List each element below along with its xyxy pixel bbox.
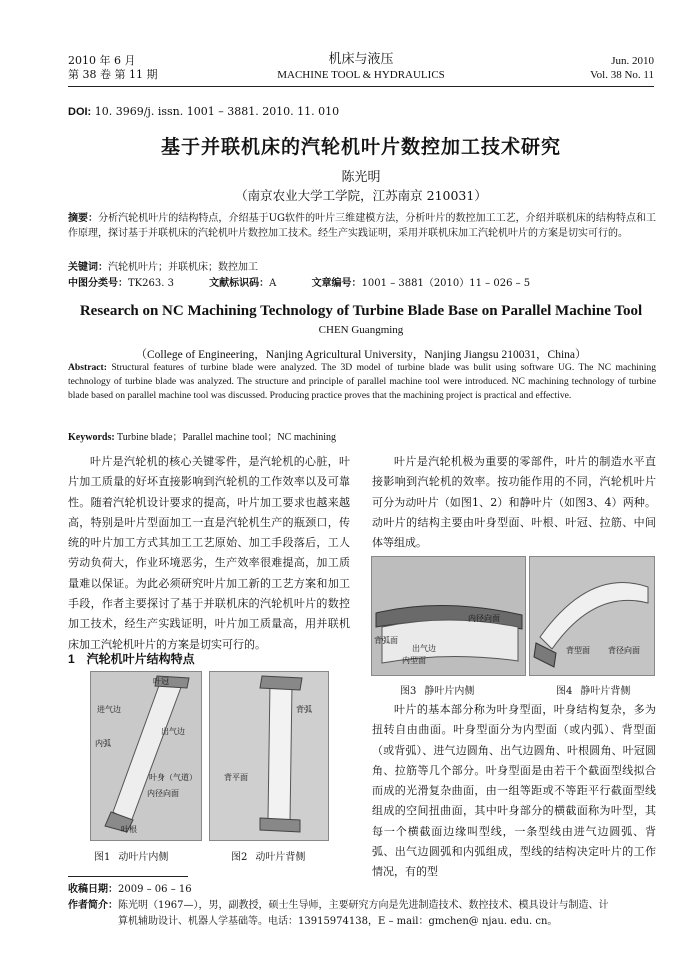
figure-1-image [90,671,202,841]
abstract-cn [68,211,656,241]
figure-3-image [371,556,526,676]
header-right [590,54,654,82]
author-bio-line1: 陈光明（1967—），男，副教授，硕士生导师，主要研究方向是先进制造技术、数控技术、模具设计与制造、计 [118,900,609,911]
header-center [240,52,482,82]
body-paragraph-intro: 叶片是汽轮机的核心关键零件，是汽轮机的心脏，叶片加工质量的好坏直接影响到汽轮机的工作效率以及可靠性。随着汽轮机设计要求的提高，叶片加工要求也越来越高，特别是叶片型面加工一直是汽轮机生产的瓶颈口，传统的叶片加工方式其加工工艺原始、加工手段落后，工人劳动负荷大，作业环境恶劣，生产效率很难提高，加工质量难以保证。为此必须研究叶片加工新的工艺方案和加工手段，作者主要探讨了基于并联机床的汽轮机叶片的数控加工技术，经生产实践证明，叶片加工质量高，用并联机床加工汽轮机叶片的方案是切实可行的。 [68,455,350,651]
body-paragraph-right-1: 叶片是汽轮机极为重要的零部件，叶片的制造水平直接影响到汽轮机的效率。按功能作用的不同，汽轮机叶片可分为动叶片（如图1、2）和静叶片（如图3、4）两种。动叶片的结构主要由叶身型面、叶根、叶冠、拉筋、中间体等组成。 [372,455,656,550]
fig1-label-airfoil: 叶身（气道） [149,773,197,782]
author-bio-label: 作者简介： [68,900,118,911]
fig1-label-inlet: 进气边 [97,705,121,714]
figure-3-svg [372,557,525,675]
author-en: CHEN Guangming [318,324,404,336]
figure-3-caption-text: 静叶片内侧 [424,686,475,697]
header-date-cn: 2010 年 6 月 [68,54,136,67]
doc-code-item [209,278,292,289]
keywords-en-label: Keywords: [68,432,115,443]
affiliation-cn: （南京农业大学工学院，江苏南京 210031） [235,188,487,203]
clc-value: TK263. 3 [128,278,174,289]
abstract-cn-text: 分析汽轮机叶片的结构特点，介绍基于UG软件的叶片三维建模方法，分析叶片的数控加工工艺，介绍并联机床的结构特点和工作原理，探讨基于并联机床的汽轮机叶片数控加工技术。经生产实践证明，采用并联机床加工汽轮机叶片的方案是切实可行的。 [68,213,657,239]
header-rule [68,86,654,87]
article-no-value: 1001 – 3881（2010）11 – 026 – 5 [361,278,531,289]
figure-3-caption [400,682,482,697]
figure-4-caption-num: 图4 [556,686,573,697]
figure-1-caption-num: 图1 [94,852,111,863]
keywords-cn-text: 汽轮机叶片；并联机床；数控加工 [108,262,258,273]
header-date-en: Jun. 2010 [611,55,654,67]
fig1-label-inner-arc: 内弧 [95,739,111,748]
fig1-label-shroud: 叶冠 [153,677,169,686]
classification-line [68,277,654,291]
fig1-label-outlet: 出气边 [161,727,185,736]
fig3-label-inner-profile: 内型面 [402,656,426,665]
fig4-label-back-profile: 背型面 [566,646,590,655]
fig2-label-back-plane: 背平面 [224,773,248,782]
footnote-received [68,882,656,897]
right-column-top [372,452,656,553]
clc-item [68,278,190,289]
footnote-rule [68,876,188,877]
journal-name-cn: 机床与液压 [328,52,394,67]
keywords-en [68,428,654,443]
article-no-item [312,278,547,289]
right-column-bottom [372,700,656,883]
header-volume-en: Vol. 38 No. 11 [590,69,654,81]
body-paragraph-right-2: 叶片的基本部分称为叶身型面，叶身结构复杂，多为扭转自由曲面。叶身型面分为内型面（或内弧）、背型面（或背弧）、进气边圆角、出气边圆角、叶根圆角、叶冠圆角、拉筋等几个部分。叶身型面是由若干个截面型线拟合而成的光滑复杂曲面，由一组等距或不等距平行截面型线组成的空间扭曲面，其中叶身部分的横截面称为叶型，其每一个横截面边缘叫型线，一条型线由进气边圆弧、背弧、出气边圆弧和内弧组成，型线的结构决定叶片的工作情况，有的型 [372,703,656,879]
figure-2-caption-text: 动叶片背侧 [255,852,306,863]
author-cn: 陈光明 [341,170,381,185]
fig3-label-back-arc: 背弧面 [374,636,398,645]
abstract-en-text: Structural features of turbine blade were analyzed. The 3D model of turbine blade was bulit using software UG. The NC machining technology of turbine blade was analyzed. The structure and principle of parallel machine tool were introduced. NC machining technology of turbine blade based on parallel machine tool was discussed. Producing practice proves that the machining project is practical and effective. [68,362,656,401]
doi-value: 10. 3969/j. issn. 1001 – 3881. 2010. 11. 010 [94,105,340,118]
footnote-author [68,898,656,913]
article-no-label: 文章编号： [311,278,362,289]
author-bio-line2: 算机辅助设计、机器人学基础等。电话：13915974138，E – mail：gmchen@ njau. edu. cn。 [118,916,558,927]
section-heading-1: 1 汽轮机叶片结构特点 [68,652,195,666]
affiliation-en: （College of Engineering，Nanjing Agricultural University，Nanjing Jiangsu 210031，China） [135,349,587,361]
figure-4-caption-text: 静叶片背侧 [580,686,631,697]
fig4-label-back-radial: 背径向面 [608,646,640,655]
keywords-cn-label: 关键词： [68,262,108,273]
left-column [68,452,350,655]
fig3-label-outlet: 出气边 [412,644,436,653]
fig2-label-back-arc: 背弧 [296,705,312,714]
doi-label: DOI: [68,106,92,118]
doc-code-label: 文献标识码： [209,278,270,289]
figure-1-caption-text: 动叶片内侧 [118,852,169,863]
figure-4-image [529,556,655,676]
received-label: 收稿日期： [68,884,118,895]
abstract-cn-label: 摘要： [68,213,99,224]
figure-2-caption [231,848,313,863]
fig1-label-inner-radial: 内径向面 [147,789,179,798]
abstract-en-label: Abstract: [68,362,107,373]
doi-line [68,105,339,118]
title-cn: 基于并联机床的汽轮机叶片数控加工技术研究 [160,136,561,158]
figure-1-svg [91,672,201,840]
figure-3-caption-num: 图3 [400,686,417,697]
doc-code-value: A [269,278,277,289]
figure-4-svg [530,557,654,675]
received-date: 2009 – 06 – 16 [118,884,192,895]
figure-2-image [209,671,329,841]
figure-1-caption [94,848,176,863]
fig1-label-root: 叶根 [121,825,137,834]
header-volume-cn: 第 38 卷 第 11 期 [68,68,158,81]
keywords-cn [68,261,654,275]
keywords-en-text: Turbine blade；Parallel machine tool；NC machining [117,432,337,443]
fig3-label-inner-radial: 内径向面 [468,614,500,623]
figure-4-caption [556,682,638,697]
clc-label: 中图分类号： [68,278,128,289]
footnote-author-cont [118,914,656,929]
journal-name-en: MACHINE TOOL & HYDRAULICS [277,69,445,81]
abstract-en [68,361,656,403]
figure-2-caption-num: 图2 [231,852,248,863]
title-en: Research on NC Machining Technology of Turbine Blade Base on Parallel Machine Tool [79,303,643,319]
figure-2-svg [210,672,328,840]
header-left [68,54,157,82]
